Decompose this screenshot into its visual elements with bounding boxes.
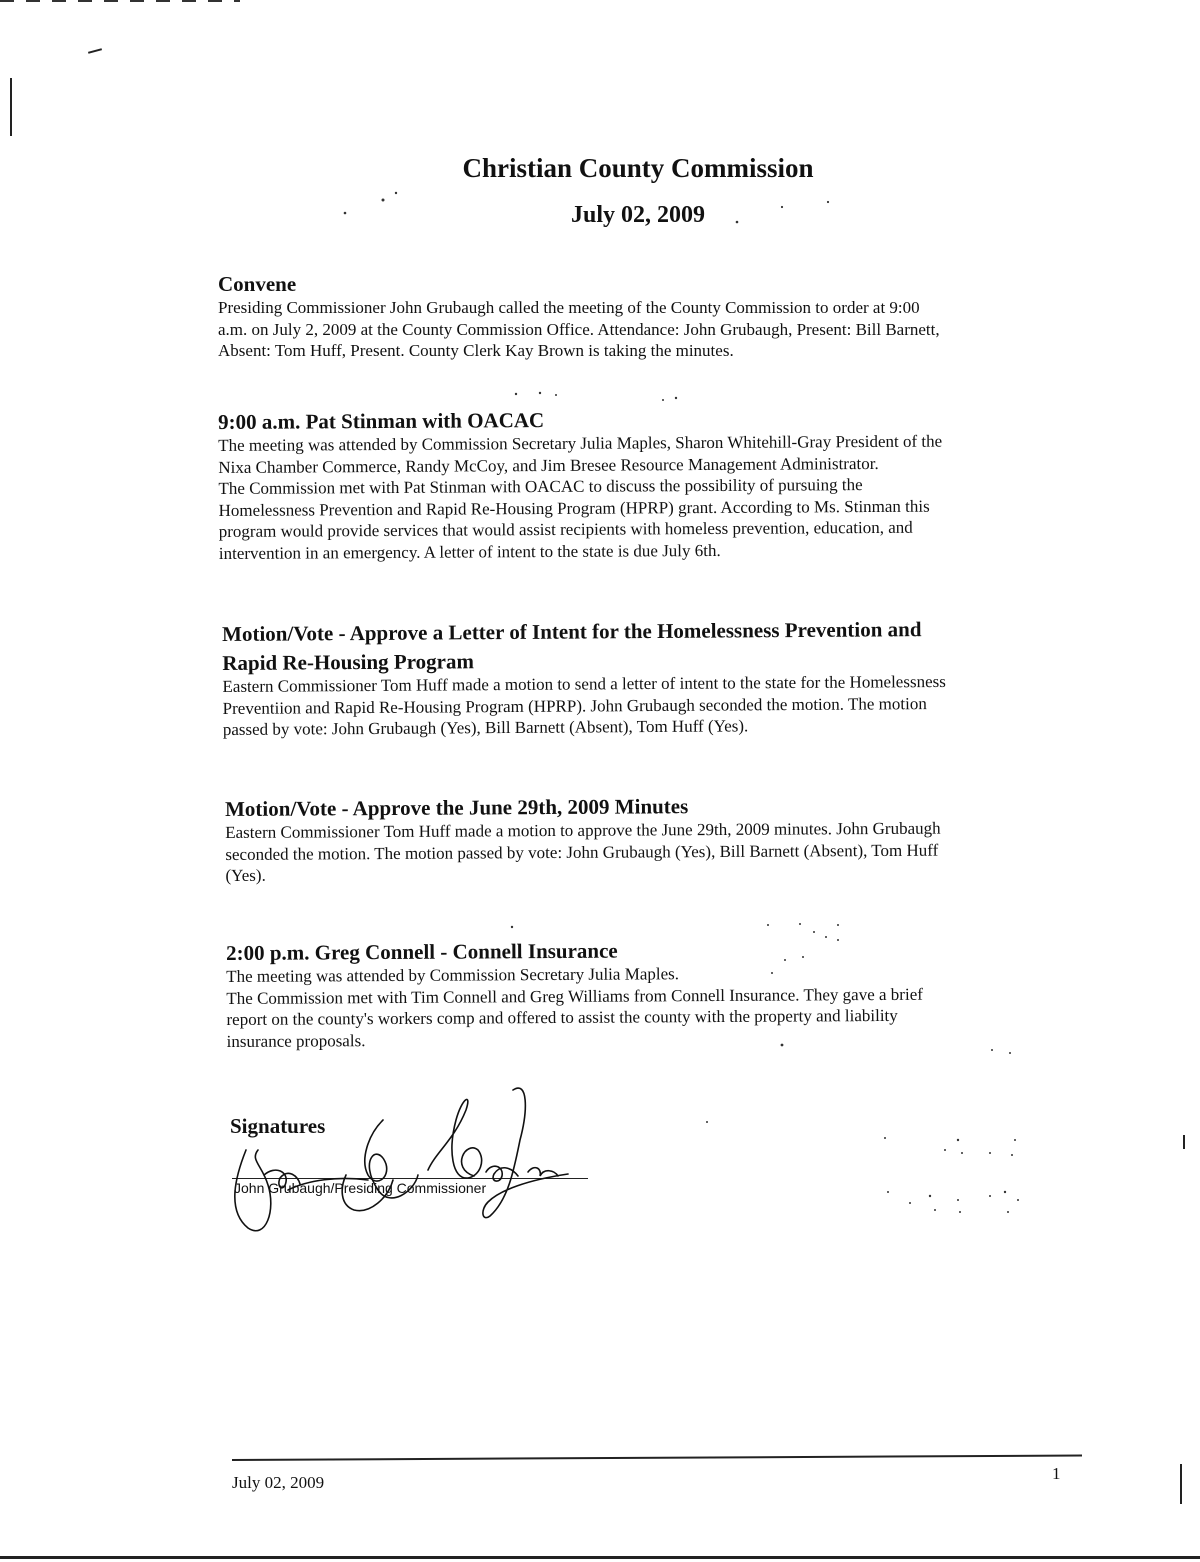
- section-line: Absent: Tom Huff, Present. County Clerk Kay Brown is taking the minutes.: [218, 341, 734, 360]
- section-heading: Convene: [218, 272, 297, 296]
- section-line: Eastern Commissioner Tom Huff made a motion to send a letter of intent to the state for the Homelessness: [222, 671, 946, 696]
- section-line: Nixa Chamber Commerce, Randy McCoy, and Jim Bresee Resource Management Administrator.: [218, 453, 879, 477]
- section-heading: Motion/Vote - Approve the June 29th, 2009 Minutes: [225, 794, 689, 821]
- section-line: Homelessness Prevention and Rapid Re-Housing Program (HPRP) grant. According to Ms. Stinman this: [218, 496, 930, 520]
- section-line: report on the county's workers comp and offered to assist the county with the property and liability: [226, 1005, 898, 1029]
- page-number: 1: [1052, 1464, 1061, 1483]
- section-line: insurance proposals.: [226, 1030, 366, 1051]
- section-line: Presiding Commissioner John Grubaugh called the meeting of the County Commission to order at 9:00: [218, 298, 920, 317]
- section-oacac-meeting: [218, 405, 1069, 564]
- section-line: (Yes).: [225, 865, 266, 885]
- document-date: July 02, 2009: [570, 202, 705, 228]
- section-line: Eastern Commissioner Tom Huff made a motion to approve the June 29th, 2009 minutes. John Grubaugh: [225, 818, 941, 842]
- section-line: The meeting was attended by Commission Secretary Julia Maples, Sharon Whitehill-Gray President of the: [218, 431, 943, 455]
- section-convene: [218, 272, 1068, 362]
- signatures-heading: Signatures: [230, 1114, 326, 1138]
- section-line: passed by vote: John Grubaugh (Yes), Bill Barnett (Absent), Tom Huff (Yes).: [222, 716, 749, 739]
- section-motion-minutes: [225, 792, 1076, 887]
- document-title: Christian County Commission: [462, 153, 814, 183]
- section-line: seconded the motion. The motion passed by vote: John Grubaugh (Yes), Bill Barnett (Absent), Tom Huff: [225, 840, 939, 864]
- section-line: Preventiion and Rapid Re-Housing Program (HPRP). John Grubaugh seconded the motion. The motion: [222, 693, 927, 718]
- section-line: intervention in an emergency. A letter of intent to the state is due July 6th.: [218, 540, 721, 563]
- section-heading: Rapid Re-Housing Program: [222, 649, 475, 675]
- section-line: The meeting was attended by Commission Secretary Julia Maples.: [226, 964, 680, 986]
- footer-date: July 02, 2009: [232, 1473, 325, 1492]
- section-motion-letter-of-intent: [222, 612, 1073, 740]
- section-line: program would provide services that would assist recipients with homeless prevention, education, and: [218, 517, 913, 541]
- section-line: a.m. on July 2, 2009 at the County Commission Office. Attendance: John Grubaugh, Present: Bill Barnett,: [218, 319, 940, 339]
- section-heading: Motion/Vote - Approve a Letter of Intent for the Homelessness Prevention and: [222, 617, 922, 646]
- signer-name: John Grubaugh/Presiding Commissioner: [234, 1180, 487, 1196]
- section-heading: 9:00 a.m. Pat Stinman with OACAC: [218, 408, 545, 434]
- section-connell-insurance: [226, 936, 1077, 1052]
- signature-block: [228, 1080, 608, 1240]
- handwritten-signature: [228, 1080, 608, 1240]
- section-line: The Commission met with Tim Connell and Greg Williams from Connell Insurance. They gave a brief: [226, 984, 923, 1008]
- section-heading: 2:00 p.m. Greg Connell - Connell Insurance: [226, 938, 618, 965]
- section-line: The Commission met with Pat Stinman with OACAC to discuss the possibility of pursuing the: [218, 475, 863, 498]
